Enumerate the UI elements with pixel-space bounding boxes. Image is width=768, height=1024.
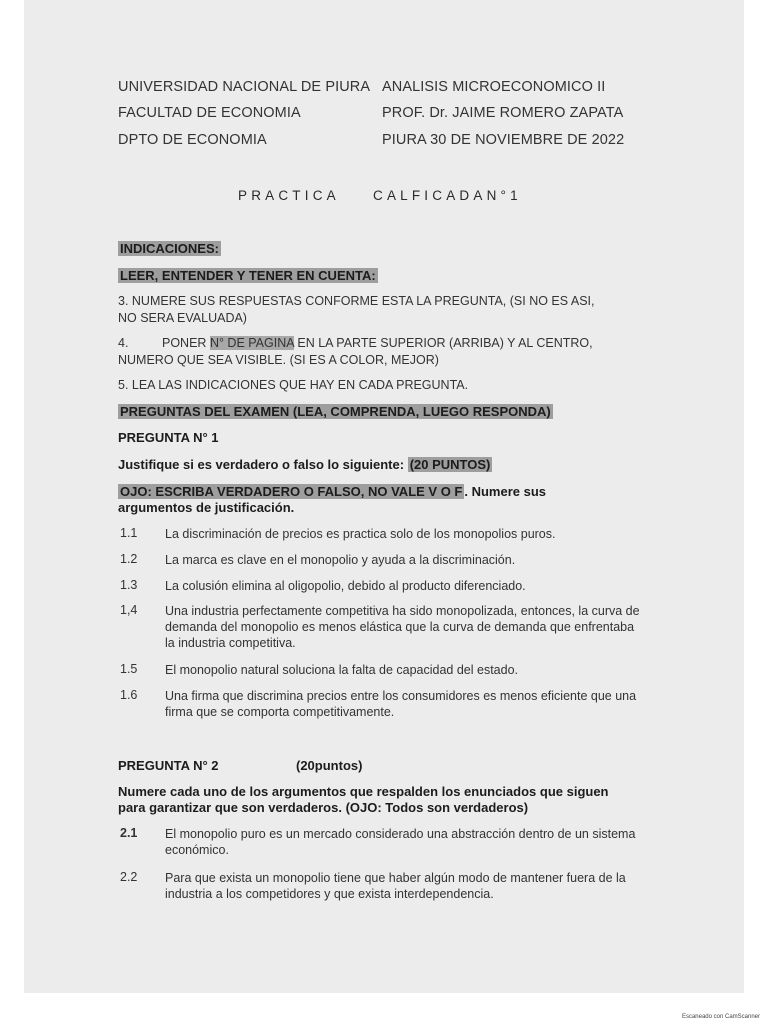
page-title-left: PRACTICA [238,188,340,203]
q2-item-text: El monopolio puro es un mercado considerado una abstracción dentro de un sistema económico. [165,827,636,857]
scanned-page [24,0,744,993]
q1-item-number: 1.6 [120,688,138,702]
indications-heading: INDICACIONES: [120,241,219,256]
page-number-highlight: N° DE PAGINA [209,336,294,350]
exam-questions-heading: PREGUNTAS DEL EXAMEN (LEA, COMPRENDA, LUEGO RESPONDA) [120,404,551,419]
indication-3-line2: NO SERA EVALUADA) [118,311,247,325]
q2-item-number: 2.2 [120,870,138,884]
course-name: ANALISIS MICROECONOMICO II [382,79,606,95]
q2-item-number: 2.1 [120,826,138,840]
q1-item-number: 1.5 [120,662,138,676]
q1-item-number: 1.1 [120,526,138,540]
scanner-watermark: Escaneado con CamScanner [681,1014,760,1020]
q1-item-text: El monopolio natural soluciona la falta de capacidad del estado. [165,663,519,677]
q1-item-text: La discriminación de precios es practica solo de los monopolios puros. [165,527,556,541]
indication-4-line1: PONER N° DE PAGINA EN LA PARTE SUPERIOR (ARRIBA) Y AL CENTRO, [162,336,593,350]
question-1-warning-line2: argumentos de justificación. [118,500,295,515]
page-title-right: CALFICADAN°1 [373,188,522,203]
q1-item-number: 1,4 [120,603,138,617]
q1-item-text: La marca es clave en el monopolio y ayuda a la discriminación. [165,553,516,567]
university-name: UNIVERSIDAD NACIONAL DE PIURA [118,79,371,95]
question-1-points: (20 PUNTOS) [409,457,491,472]
question-2-title: PREGUNTA N° 2 [118,758,219,773]
question-2-instruction-line2: para garantizar que son verdaderos. (OJO: Todos son verdaderos) [118,800,529,815]
q1-item-number: 1.2 [120,552,138,566]
question-1-instruction: Justifique si es verdadero o falso lo siguiente: (20 PUNTOS) [118,457,491,472]
q1-item-text: Una firma que discrimina precios entre los consumidores es menos eficiente que una firma que se comporta competitivamente. [165,689,637,719]
question-2-points: (20puntos) [296,758,363,773]
indication-4-number: 4. [118,336,129,350]
indication-3-line1: 3. NUMERE SUS RESPUESTAS CONFORME ESTA LA PREGUNTA, (SI NO ES ASI, [118,294,595,308]
q2-item-text: Para que exista un monopolio tiene que haber algún modo de mantener fuera de la industria a los competidores y que exista interdependencia. [165,871,626,901]
department-name: DPTO DE ECONOMIA [118,132,267,148]
exam-date: PIURA 30 DE NOVIEMBRE DE 2022 [382,132,625,148]
indication-5: 5. LEA LAS INDICACIONES QUE HAY EN CADA PREGUNTA. [118,378,469,392]
question-1-warning: OJO: ESCRIBA VERDADERO O FALSO, NO VALE V O F . Numere sus [120,484,547,499]
professor-name: PROF. Dr. JAIME ROMERO ZAPATA [382,105,624,121]
indications-subheading: LEER, ENTENDER Y TENER EN CUENTA: [120,268,376,283]
q1-item-number: 1.3 [120,578,138,592]
q1-item-text: Una industria perfectamente competitiva ha sido monopolizada, entonces, la curva de demanda del monopolio es menos elástica que la curva de demanda que enfrentaba la industria competitiva. [165,604,640,650]
question-1-title: PREGUNTA N° 1 [118,430,219,445]
question-2-instruction-line1: Numere cada uno de los argumentos que respalden los enunciados que siguen [118,784,609,799]
q1-item-text: La colusión elimina al oligopolio, debido al producto diferenciado. [165,579,526,593]
indication-4-line2: NUMERO QUE SEA VISIBLE. (SI ES A COLOR, MEJOR) [118,353,439,367]
faculty-name: FACULTAD DE ECONOMIA [118,105,301,121]
